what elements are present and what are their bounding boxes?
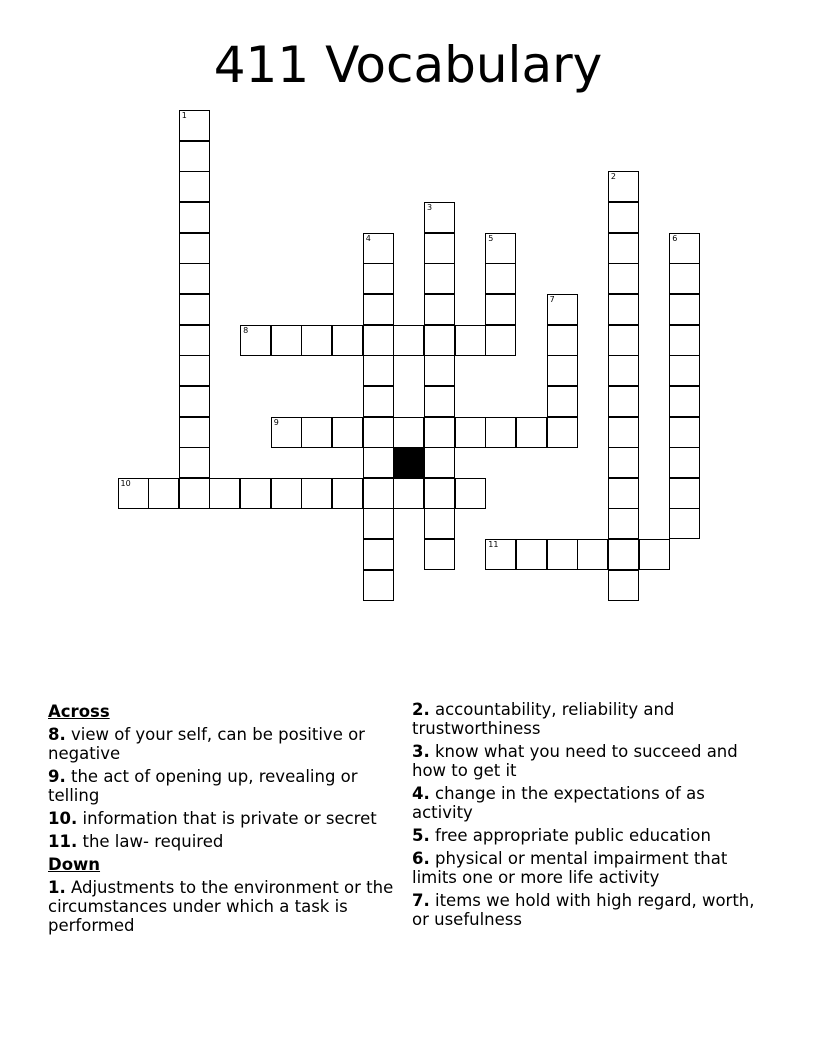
grid-cell[interactable]: [669, 233, 700, 264]
grid-cell[interactable]: [669, 294, 700, 325]
grid-cell[interactable]: [179, 386, 210, 417]
grid-cell[interactable]: [455, 325, 486, 356]
grid-cell[interactable]: [608, 171, 639, 202]
grid-cell[interactable]: [547, 386, 578, 417]
grid-cell[interactable]: [516, 417, 547, 448]
grid-cell[interactable]: [363, 478, 394, 509]
grid-cell[interactable]: [608, 417, 639, 448]
grid-cell[interactable]: [669, 355, 700, 386]
grid-cell[interactable]: [393, 417, 424, 448]
clue-text: items we hold with high regard, worth, or usefulness: [412, 891, 755, 929]
grid-cell[interactable]: [118, 478, 149, 509]
grid-cell[interactable]: [179, 110, 210, 141]
clue-text: Adjustments to the environment or the circumstances under which a task is performed: [48, 878, 394, 935]
grid-cell[interactable]: [608, 447, 639, 478]
grid-cell[interactable]: [547, 539, 578, 570]
clue-number: 8: [243, 325, 249, 335]
clue-text: view of your self, can be positive or negative: [48, 725, 365, 763]
grid-cell[interactable]: [516, 539, 547, 570]
grid-cell[interactable]: [424, 447, 455, 478]
across-clue: [48, 725, 403, 763]
grid-cell[interactable]: [485, 417, 516, 448]
grid-cell[interactable]: [363, 263, 394, 294]
grid-cell[interactable]: [240, 325, 271, 356]
grid-cell[interactable]: [608, 478, 639, 509]
clue-label-number: 11.: [48, 832, 78, 851]
down-clue: [48, 878, 403, 935]
grid-cell[interactable]: [608, 325, 639, 356]
grid-cell[interactable]: [240, 478, 271, 509]
across-clue-list: [48, 725, 403, 851]
grid-cell[interactable]: [301, 325, 332, 356]
clue-label-number: 2.: [412, 700, 430, 719]
grid-cell[interactable]: [608, 386, 639, 417]
grid-cell[interactable]: [608, 539, 639, 570]
grid-cell[interactable]: [608, 508, 639, 539]
grid-cell[interactable]: [179, 294, 210, 325]
grid-cell[interactable]: [179, 478, 210, 509]
grid-cell[interactable]: [485, 233, 516, 264]
grid-cell[interactable]: [179, 202, 210, 233]
down-clue: [412, 891, 762, 929]
grid-cell[interactable]: [608, 263, 639, 294]
across-clue: [48, 767, 403, 805]
grid-cell[interactable]: [148, 478, 179, 509]
grid-cell[interactable]: [363, 447, 394, 478]
grid-cell[interactable]: [485, 263, 516, 294]
clue-number: 3: [427, 202, 433, 212]
grid-cell[interactable]: [455, 478, 486, 509]
grid-cell[interactable]: [179, 417, 210, 448]
grid-cell[interactable]: [424, 417, 455, 448]
clue-label-number: 6.: [412, 849, 430, 868]
grid-cell[interactable]: [271, 417, 302, 448]
grid-cell[interactable]: [363, 325, 394, 356]
grid-cell[interactable]: [577, 539, 608, 570]
grid-cell[interactable]: [363, 233, 394, 264]
clue-label-number: 4.: [412, 784, 430, 803]
grid-cell[interactable]: [608, 294, 639, 325]
clue-label-number: 7.: [412, 891, 430, 910]
grid-cell[interactable]: [485, 539, 516, 570]
clue-number: 6: [672, 233, 678, 243]
grid-cell[interactable]: [209, 478, 240, 509]
clue-text: change in the expectations of as activity: [412, 784, 705, 822]
grid-cell[interactable]: [485, 294, 516, 325]
grid-cell[interactable]: [424, 355, 455, 386]
down-clue: [412, 700, 762, 738]
grid-cell[interactable]: [393, 325, 424, 356]
down-clue: [412, 826, 762, 845]
grid-cell[interactable]: [332, 478, 363, 509]
grid-cell[interactable]: [639, 539, 670, 570]
clue-text: accountability, reliability and trustworthiness: [412, 700, 675, 738]
clue-number: 7: [549, 294, 555, 304]
grid-cell[interactable]: [179, 141, 210, 172]
clue-label-number: 5.: [412, 826, 430, 845]
grid-cell[interactable]: [332, 417, 363, 448]
grid-cell[interactable]: [608, 233, 639, 264]
grid-cell[interactable]: [424, 478, 455, 509]
grid-cell[interactable]: [669, 386, 700, 417]
grid-cell[interactable]: [455, 417, 486, 448]
grid-cell[interactable]: [424, 233, 455, 264]
grid-cell[interactable]: [363, 570, 394, 601]
across-clue: [48, 809, 403, 828]
grid-cell[interactable]: [608, 355, 639, 386]
grid-cell[interactable]: [669, 263, 700, 294]
grid-cell[interactable]: [424, 508, 455, 539]
grid-cell[interactable]: [179, 447, 210, 478]
down-clue-list-right: [412, 700, 762, 929]
across-heading: Across: [48, 702, 110, 721]
grid-cell[interactable]: [363, 508, 394, 539]
puzzle-title: 411 Vocabulary: [213, 36, 603, 94]
grid-cell[interactable]: [424, 539, 455, 570]
down-clue: [412, 849, 762, 887]
clues-left-column: [48, 700, 403, 939]
grid-cell[interactable]: [301, 478, 332, 509]
clue-number: 5: [488, 233, 494, 243]
down-heading: Down: [48, 855, 101, 874]
down-clue-list-left: [48, 878, 403, 935]
grid-cell[interactable]: [547, 325, 578, 356]
clue-number: 1: [181, 111, 187, 120]
grid-cell[interactable]: [363, 294, 394, 325]
grid-cell[interactable]: [608, 570, 639, 601]
grid-cell[interactable]: [363, 386, 394, 417]
clue-number: 9: [273, 417, 279, 427]
grid-cell[interactable]: [669, 508, 700, 539]
grid-cell[interactable]: [363, 539, 394, 570]
clue-text: information that is private or secret: [82, 809, 377, 828]
grid-cell[interactable]: [179, 263, 210, 294]
grid-cell[interactable]: [424, 202, 455, 233]
grid-cell[interactable]: [363, 417, 394, 448]
grid-cell[interactable]: [669, 447, 700, 478]
grid-cell[interactable]: [179, 233, 210, 264]
down-clue: [412, 784, 762, 822]
grid-cell[interactable]: [424, 325, 455, 356]
clue-label-number: 8.: [48, 725, 66, 744]
clue-label-number: 10.: [48, 809, 78, 828]
grid-cell[interactable]: [271, 325, 302, 356]
down-clue: [412, 742, 762, 780]
grid-cell[interactable]: [179, 171, 210, 202]
grid-cell[interactable]: [424, 294, 455, 325]
grid-cell[interactable]: [669, 478, 700, 509]
clues-right-column: [412, 700, 762, 933]
clue-text: physical or mental impairment that limits one or more life activity: [412, 849, 728, 887]
clue-label-number: 3.: [412, 742, 430, 761]
clue-label-number: 9.: [48, 767, 66, 786]
clue-text: free appropriate public education: [435, 826, 711, 845]
clue-number: 10: [120, 478, 131, 488]
black-cell: [393, 447, 424, 478]
clue-text: know what you need to succeed and how to get it: [412, 742, 738, 780]
clue-number: 11: [488, 540, 499, 550]
grid-cell[interactable]: [332, 325, 363, 356]
clue-text: the law- required: [82, 832, 224, 851]
grid-cell[interactable]: [547, 355, 578, 386]
grid-cell[interactable]: [485, 325, 516, 356]
clue-label-number: 1.: [48, 878, 66, 897]
grid-cell[interactable]: [608, 202, 639, 233]
grid-cell[interactable]: [363, 355, 394, 386]
grid-cell[interactable]: [271, 478, 302, 509]
clue-number: 2: [610, 172, 616, 182]
grid-cell[interactable]: [547, 294, 578, 325]
grid-cell[interactable]: [179, 325, 210, 356]
grid-cell[interactable]: [179, 355, 210, 386]
across-clue: [48, 832, 403, 851]
grid-cell[interactable]: [424, 386, 455, 417]
grid-cell[interactable]: [547, 417, 578, 448]
clue-number: 4: [365, 233, 371, 243]
grid-cell[interactable]: [669, 325, 700, 356]
grid-cell[interactable]: [393, 478, 424, 509]
clue-text: the act of opening up, revealing or telling: [48, 767, 358, 805]
grid-cell[interactable]: [669, 417, 700, 448]
grid-cell[interactable]: [301, 417, 332, 448]
grid-cell[interactable]: [424, 263, 455, 294]
